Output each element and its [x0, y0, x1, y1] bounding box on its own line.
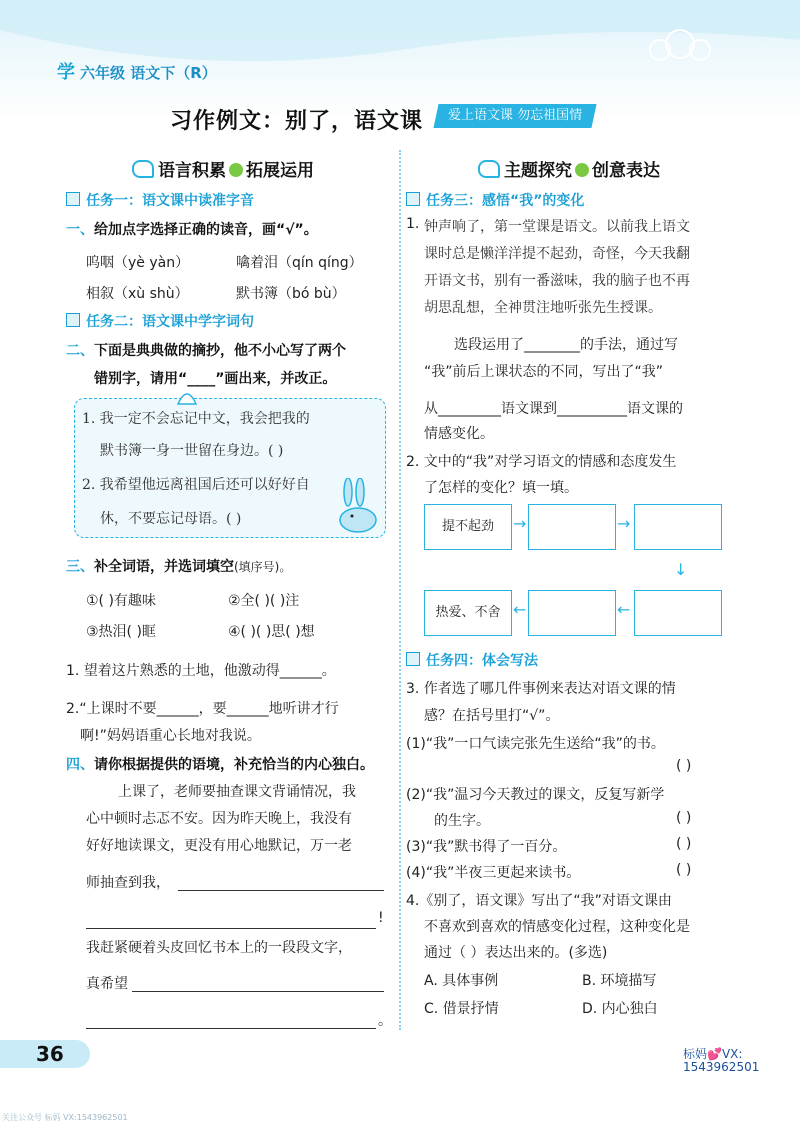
task2-heading [66, 311, 254, 331]
page-number: 36 [36, 1042, 64, 1066]
rabbit-mascot-icon [326, 478, 386, 538]
q1-row1-a: 呜咽（yè yàn） [86, 255, 190, 271]
section-title-a: 语言积累 [158, 161, 226, 181]
q4-para-line4: 师抽查到我， [86, 875, 170, 891]
r3-line2: 感？在括号里打“√”。 [424, 708, 560, 724]
q3-row1-a: ①( )有趣味 [86, 593, 156, 609]
q3-row2-b: ④( )( )思( )想 [228, 624, 315, 640]
answer-line-3[interactable] [132, 973, 384, 992]
r2-line1: 2. 文中的“我”对学习语文的情感和态度发生 [406, 454, 677, 470]
q2-item2-line1: 2. 我希望他远离祖国后还可以好好自 [82, 477, 310, 493]
hand-icon [132, 160, 154, 178]
series-logo: 学 [57, 62, 75, 83]
r4-line1: 4.《别了，语文课》写出了“我”对语文课由 [406, 893, 672, 909]
q1-row2-a: 相叙（xù shù） [86, 286, 189, 302]
r1-hw-line3: 开语文书，别有一番滋味，我的脑子也不再 [424, 273, 690, 289]
q1-row1-b: 噙着泪（qín qíng） [236, 255, 363, 271]
task4-heading [406, 650, 538, 670]
r4-opt-d[interactable]: D. 内心独白 [582, 1001, 658, 1017]
q2-num: 二、 [66, 343, 94, 359]
checkbox-icon [66, 313, 80, 327]
q4 [66, 754, 374, 774]
q2-item1-line2: 默书簿一身一世留在身边。( ) [100, 443, 284, 459]
link-dot-icon [575, 163, 589, 177]
task4-text: 任务四：体会写法 [426, 653, 538, 669]
flow-box-5[interactable] [528, 590, 616, 636]
checkbox-icon [406, 192, 420, 206]
task3-heading [406, 190, 584, 210]
flow-box-end: 热爱、不舍 [424, 590, 512, 636]
q2-line2: 错别字，请用“____”画出来，并改正。 [94, 371, 337, 387]
flow-box-2[interactable] [528, 504, 616, 550]
q1 [66, 219, 318, 239]
r2-line2: 了怎样的变化？填一填。 [424, 480, 578, 496]
q4-num: 四、 [66, 757, 94, 773]
r3-item2-line2: 的生字。 [434, 813, 490, 829]
q3-row1-b: ②全( )( )注 [228, 593, 300, 609]
hand-icon [478, 160, 500, 178]
r3-item1: (1)“我”一口气读完张先生送给“我”的书。 [406, 736, 665, 752]
task3-text: 任务三：感悟“我”的变化 [426, 193, 585, 209]
slogan-banner [433, 104, 596, 128]
q2-item1-line1: 1. 我一定不会忘记中文，我会把我的 [82, 411, 310, 427]
q4-para-line7: 真希望 [86, 976, 128, 992]
r1-num: 1. [406, 216, 420, 232]
section-title-b: 创意表达 [592, 161, 660, 181]
r3-item1-paren[interactable]: ( ) [676, 758, 692, 774]
grade-label: 六年级 语文下（R） [80, 64, 217, 82]
q3-sentence2a: 2.“上课时不要______，要______地听讲才行 [66, 701, 339, 717]
q4-text: 请你根据提供的语境，补充恰当的内心独白。 [94, 757, 374, 773]
r1-hw-line4: 胡思乱想，全神贯注地听张先生授课。 [424, 300, 662, 316]
section-title-a: 主题探究 [504, 161, 572, 181]
r3-item3: (3)“我”默书得了一百分。 [406, 839, 567, 855]
link-dot-icon [229, 163, 243, 177]
r1-hw-line1: 钟声响了，第一堂课是语文。以前我上语文 [424, 219, 690, 235]
arrow-left-icon: ← [617, 600, 631, 619]
watermark-line1: 标妈💕VX: [683, 1047, 743, 1061]
r1-hw-line2: 课时总是懒洋洋提不起劲，奇怪，今天我翻 [424, 246, 690, 262]
q2-line1 [66, 340, 346, 360]
page-number-tab [0, 1040, 90, 1068]
q2-item2-line2: 休，不要忘记母语。( ) [100, 511, 242, 527]
q3-text: 补全词语，并选词填空 [94, 559, 234, 575]
r3-item4-paren[interactable]: ( ) [676, 862, 692, 878]
answer-line-4[interactable] [86, 1010, 376, 1029]
flow-box-3[interactable] [634, 504, 722, 550]
task1-text: 任务一：语文课中读准字音 [86, 193, 254, 209]
r4-line3: 通过（ ）表达出来的。(多选) [424, 945, 608, 961]
r1-q-line3: 从_________语文课到__________语文课的 [424, 401, 683, 417]
slogan-text: 爱上语文课 勿忘祖国情 [448, 108, 583, 123]
r1-q-line1: 选段运用了________的手法，通过写 [454, 337, 678, 353]
footer-text: 关注公众号 标妈 VX:1543962501 [2, 1113, 128, 1122]
q3-sentence1: 1. 望着这片熟悉的土地，他激动得______。 [66, 663, 336, 679]
r4-opt-a[interactable]: A. 具体事例 [424, 973, 499, 989]
r3-item4: (4)“我”半夜三更起来读书。 [406, 865, 581, 881]
q3-num: 三、 [66, 559, 94, 575]
r3-item2-paren[interactable]: ( ) [676, 810, 692, 826]
q4-para-line8: 。 [378, 1013, 392, 1029]
r4-opt-c[interactable]: C. 借景抒情 [424, 1001, 499, 1017]
shell-icon [176, 388, 198, 406]
answer-line-1[interactable] [178, 872, 384, 891]
r3-item2: (2)“我”温习今天教过的课文，反复写新学 [406, 787, 665, 803]
q1-num: 一、 [66, 222, 94, 238]
q4-para-line2: 心中顿时忐忑不安。因为昨天晚上，我没有 [86, 811, 352, 827]
r4-opt-b[interactable]: B. 环境描写 [582, 973, 657, 989]
column-divider [399, 150, 401, 1030]
q4-para-line6: 我赶紧硬着头皮回忆书本上的一段段文字， [86, 940, 352, 956]
r3-line1: 3. 作者选了哪几件事例来表达对语文课的情 [406, 681, 676, 697]
watermark-line2: 1543962501 [683, 1060, 760, 1074]
task1-heading [66, 190, 254, 210]
q4-para-line1: 上课了，老师要抽查课文背诵情况，我 [118, 784, 356, 800]
arrow-right-icon: → [617, 514, 631, 533]
watermark [683, 1048, 759, 1074]
q4-para-line5: ! [378, 910, 384, 926]
q1-text: 给加点字选择正确的读音，画“√”。 [94, 222, 318, 238]
flow-box-start: 提不起劲 [424, 504, 512, 550]
arrow-right-icon: → [513, 514, 527, 533]
section-title-b: 拓展运用 [246, 161, 314, 181]
r1-q-line4: 情感变化。 [424, 426, 494, 442]
flow-box-4[interactable] [634, 590, 722, 636]
answer-line-2[interactable] [86, 910, 376, 929]
r1-q-line2: “我”前后上课状态的不同，写出了“我” [424, 364, 664, 380]
task2-text: 任务二：语文课中学字词句 [86, 314, 254, 330]
q3-sentence2b: 啊!”妈妈语重心长地对我说。 [80, 728, 261, 744]
left-section-title [132, 156, 314, 181]
q2-text1: 下面是典典做的摘抄，他不小心写了两个 [94, 343, 346, 359]
checkbox-icon [66, 192, 80, 206]
r4-line2: 不喜欢到喜欢的情感变化过程，这种变化是 [424, 919, 690, 935]
right-section-title [478, 156, 660, 181]
q4-para-line3: 好好地读课文，更没有用心地默记，万一老 [86, 838, 352, 854]
checkbox-icon [406, 652, 420, 666]
q3-hint: (填序号)。 [234, 560, 292, 574]
arrow-left-icon: ← [513, 600, 527, 619]
q3-row2-a: ③热泪( )眶 [86, 624, 156, 640]
r3-item3-paren[interactable]: ( ) [676, 836, 692, 852]
arrow-down-icon: ↓ [674, 560, 688, 579]
page-title: 习作例文：别了，语文课 [170, 108, 424, 134]
q3 [66, 556, 291, 576]
q1-row2-b: 默书簿（bó bù） [236, 286, 346, 302]
